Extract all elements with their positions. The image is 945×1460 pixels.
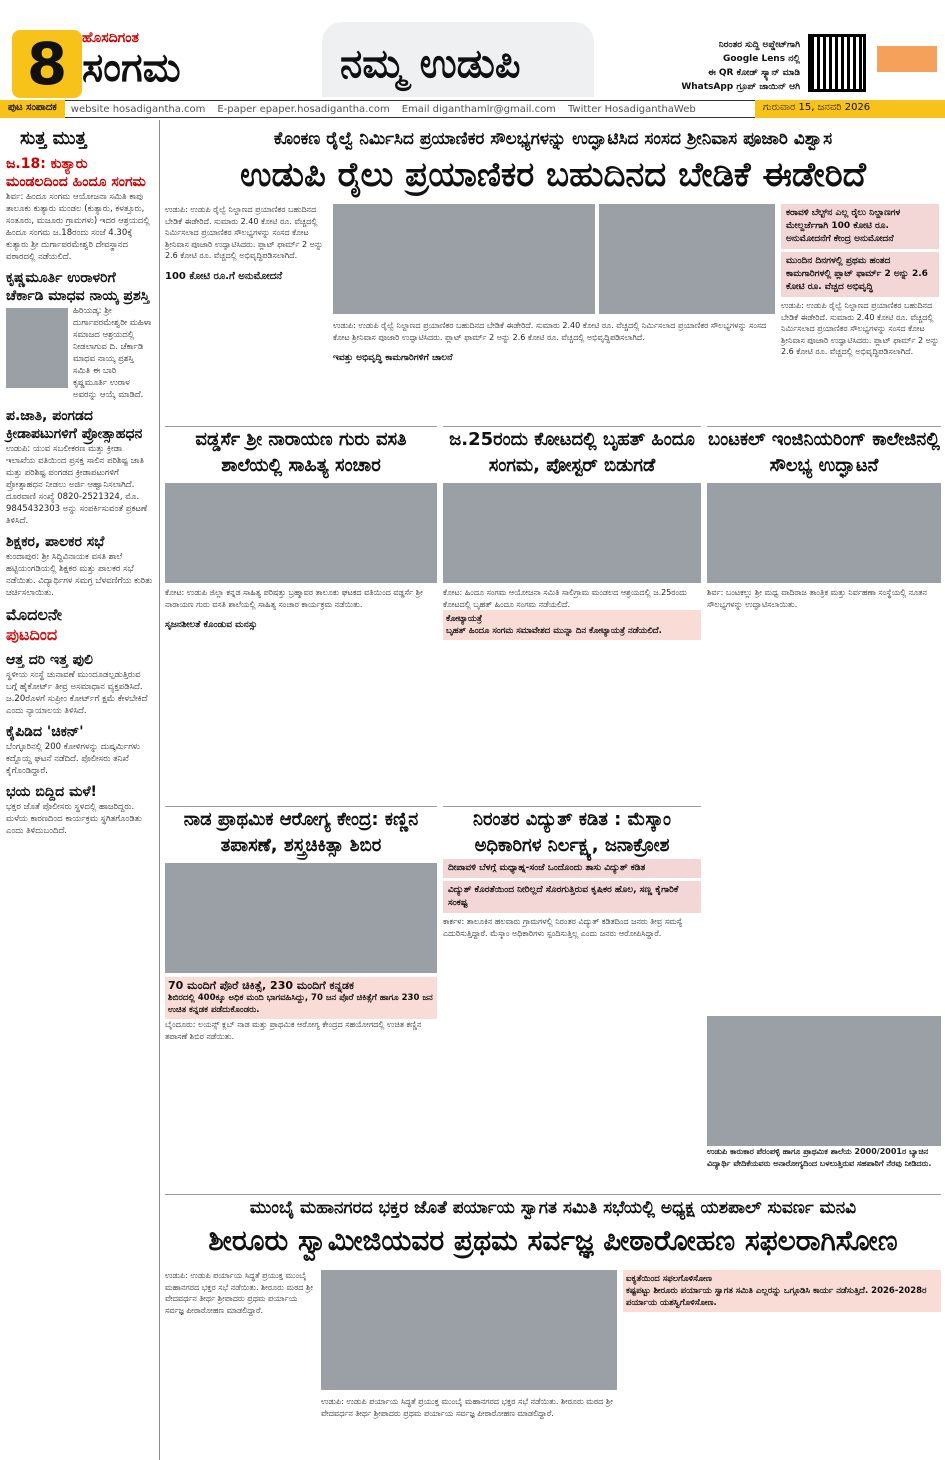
college-photo <box>707 483 941 583</box>
story-body: ಹಿರಿಯಡ್ಕ: ಶ್ರೀ ದುರ್ಗಾಪರಮೇಶ್ವರೀ ಮಹಿಳಾ ಸಮಾಜದ ಆಶ್ರಯದಲ್ಲಿ ನೀಡಲಾಗುವ ದಿ. ಚೆರ್ಕಾಡಿ ಮಾಧವ ನಾಯ್ಕ ಪ್ರಶಸ್ತಿ ಸಮಿತಿ ಈ ಬಾರಿ ಕೃಷ್ಣಮೂರ್ತಿ ಉರಾಳ ಅವರನ್ನು ಆಯ್ಕೆ ಮಾಡಿದೆ. <box>73 306 152 400</box>
story-head: ಶಿಕ್ಷಕರ, ಪಾಲಕರ ಸಭೆ <box>6 534 105 550</box>
epaper-link[interactable]: E-paper epaper.hosadigantha.com <box>217 103 390 115</box>
story-head: ಪ.ಜಾತಿ, ಪಂಗಡದ ಕ್ರೀಡಾಪಟುಗಳಿಗೆ ಪ್ರೋತ್ಸಾಹಧನ <box>6 408 143 442</box>
twitter-link[interactable]: Twitter HosadiganthaWeb <box>567 103 696 115</box>
story-head: ಕೃಷ್ಣಮೂರ್ತಿ ಉರಾಳರಿಗೆ ಚೆರ್ಕಾಡಿ ಮಾಧವ ನಾಯ್ಕ ಪ್ರಶಸ್ತಿ <box>6 270 150 304</box>
story-body: ಉಡುಪಿ: ಯುವ ಸಬಲೀಕರಣ ಮತ್ತು ಕ್ರೀಡಾ ಇಲಾಖೆಯ ವತಿಯಿಂದ ಪ್ರಸಕ್ತ ಸಾಲಿನ ಪರಿಶಿಷ್ಟ ಜಾತಿ ಮತ್ತು ಪರಿಶಿಷ್ಟ ಪಂಗಡದ ಕ್ರೀಡಾಪಟುಗಳಿಗೆ ಪ್ರೋತ್ಸಾಹಧನ ನೀಡಲು ಅರ್ಜಿ ಆಹ್ವಾನಿಸಲಾಗಿದೆ. ದೂರವಾಣಿ ಸಂಖ್ಯೆ 0820-2521324, ಮೊ. 9845432303 ಅನ್ನು ಸಂಪರ್ಕಿಸುವಂತೆ ಪ್ರಕಟಣೆ ತಿಳಿಸಿದೆ. <box>6 444 148 526</box>
story-head: ಬಂಟಕಲ್ ಇಂಜಿನಿಯರಿಂಗ್ ಕಾಲೇಜಿನಲ್ಲಿ ಸೌಲಭ್ಯ ಉದ್ಘಾಟನೆ <box>708 429 940 476</box>
callout-box: ಕೋಟ್ಯಾಯತ್ರೆ ಬೃಹತ್ ಹಿಂದೂ ಸಂಗಮ ಸಮಾವೇಶದ ಮುನ್ನಾ ದಿನ ಕೋಟ್ಯಾಯತ್ರೆ ನಡೆಯಲಿದೆ. <box>443 610 701 640</box>
story-body: ಭಕ್ತರ ಜೊತೆ ಪೊಲೀಸರು ಸ್ಥಳದಲ್ಲಿ ಹಾಜರಿದ್ದರು. ಮಳೆಯ ಕಾರಣದಿಂದ ಕಾರ್ಯಕ್ರಮ ಸ್ಥಗಿತಗೊಂಡಿತು ಎಂದು ತಿಳಿದುಬಂದಿದೆ. <box>6 802 142 836</box>
poster-photo <box>443 483 701 583</box>
callout-box: 70 ಮಂದಿಗೆ ಪೊರೆ ಚಿಕಿತ್ಸೆ, 230 ಮಂದಿಗೆ ಕನ್ನಡಕ ಶಿಬಿರದಲ್ಲಿ 400ಕ್ಕೂ ಅಧಿಕ ಮಂದಿ ಭಾಗವಹಿಸಿದ್ದು, 70 ಜನ ಪೊರೆ ಚಿಕಿತ್ಸೆಗೆ ಹಾಗೂ 230 ಜನ ಉಚಿತ ಕನ್ನಡಕ ಪಡೆದುಕೊಂಡರು. <box>165 977 437 1019</box>
email-link[interactable]: Email diganthamlr@gmail.com <box>401 103 556 115</box>
story-body: ಕುಂದಾಪುರ: ಶ್ರೀ ಸಿದ್ಧಿವಿನಾಯಕ ವಸತಿ ಶಾಲೆ ಹಟ್ಟಿಯಂಗಡಿಯಲ್ಲಿ ಶಿಕ್ಷಕರ ಮತ್ತು ಪಾಲಕರ ಸಭೆ ನಡೆಯಿತು. ವಿದ್ಯಾರ್ಥಿಗಳ ಸಮಗ್ರ ಬೆಳವಣಿಗೆಯ ಕುರಿತು ಚರ್ಚಿಸಲಾಯಿತು. <box>6 552 153 598</box>
story-head: ಆತ್ತ ದರಿ ಇತ್ತ ಪುಲಿ <box>6 652 93 668</box>
subhead: 100 ಕೋಟಿ ರೂ.ಗೆ ಅನುಮೋದನೆ <box>165 270 283 282</box>
highlight-bullet: ದೀಪಾವಳಿ ಬೆಳಗ್ಗೆ ಮಧ್ಯಾಹ್ನ-ಸಂಜೆ ಒಂದೊಂದು ತಾಸು ವಿದ್ಯುತ್ ಕಡಿತ <box>443 859 701 878</box>
meeting-photo <box>321 1270 617 1390</box>
group-photo <box>707 1016 941 1146</box>
side-box: ಐಕ್ಯತೆಯಿಂದ ಸಫಲಗೊಳಿಸೋಣ ಕಷ್ಟಪಟ್ಟು ಶೀರೂರು ಪರ್ಯಾಯ ಸ್ವಾಗತ ಸಮಿತಿ ಎಲ್ಲರನ್ನು ಒಗ್ಗೂಡಿಸಿ ಕಾರ್ಯ ನಡೆಸುತ್ತಿದೆ. 2026-2028ರ ಪರ್ಯಾಯ ಯಶಸ್ವಿಗೊಳಿಸೋಣ. <box>623 1270 941 1312</box>
story-head: ನಾಡ ಪ್ರಾಥಮಿಕ ಆರೋಗ್ಯ ಕೇಂದ್ರ: ಕಣ್ಣಿನ ತಪಾಸಣೆ, ಶಸ್ತ್ರಚಿಕಿತ್ಸಾ ಶಿಬಿರ <box>183 809 419 856</box>
story-head: ಕೈಪಿಡಿದ 'ಚಿಕನ್' <box>6 724 84 740</box>
website-link[interactable]: website hosadigantha.com <box>70 103 206 115</box>
brand-main: ಸಂಗಮ <box>82 44 181 91</box>
story-head: ಜ.25ರಂದು ಕೋಟದಲ್ಲಿ ಬೃಹತ್ ಹಿಂದೂ ಸಂಗಮ, ಪೋಸ್ಟರ್ ಬಿಡುಗಡೆ <box>449 429 695 476</box>
date: ಗುರುವಾರ 15, ಜನವರಿ 2026 <box>755 100 945 118</box>
highlight-bullet: ಮುಂದಿನ ದಿನಗಳಲ್ಲಿ ಪ್ರಥಮ ಹಂತದ ಕಾಮಗಾರಿಗಳಲ್ಲಿ ಪ್ಲಾಟ್ ಫಾರ್ಮ್ 2 ಅನ್ನು 2.6 ಕೋಟಿ ರೂ. ವೆಚ್ಚದ ಅಭಿವೃದ್ಧಿ <box>781 252 939 297</box>
camp-photo <box>165 863 437 973</box>
column-title: ಸುತ್ತ ಮುತ್ತ <box>20 128 87 149</box>
story-body: ಶಿರ್ವ: ಹಿಂದೂ ಸಂಗಮ ಆಯೋಜನಾ ಸಮಿತಿ ಕಾಪು ತಾಲೂಕು ಕುತ್ಯಾರು ಮಂಡಲ (ಕುತ್ಯಾರು, ಕಳತ್ತೂರು, ಸಂತೂರು, ಮಜೂರು ಗ್ರಾಮಗಳು) ಇದರ ಆಶ್ರಯದಲ್ಲಿ ಹಿಂದೂ ಸಂಗಮ ಜ.18ರಂದು ಸಂಜೆ 4.30ಕ್ಕೆ ಕುತ್ಯಾರು ಶ್ರೀ ದುರ್ಗಾಪರಮೇಶ್ವರಿ ದೇವಸ್ಥಾನದ ವಠಾರದಲ್ಲಿ ನಡೆಯಲಿದೆ. <box>6 192 150 262</box>
feature-label-red: ಪುಟದಿಂದ <box>6 625 58 644</box>
top-headline: ಉಡುಪಿ ರೈಲು ಪ್ರಯಾಣಿಕರ ಬಹುದಿನದ ಬೇಡಿಕೆ ಈಡೇರಿದೆ <box>240 155 866 195</box>
page-number: 8 <box>12 30 82 98</box>
corner-accent <box>877 46 937 72</box>
feature-label: ಮೊದಲನೇ <box>6 605 62 624</box>
story-body: ಸ್ಥಳೀಯ ಸಂಸ್ಥೆ ಚುನಾವಣೆ ಮುಂದೂಡಲ್ಪಡುತ್ತಿರುವ ಬಗ್ಗೆ ಹೈಕೋರ್ಟ್ ತೀವ್ರ ಅಸಮಾಧಾನ ವ್ಯಕ್ತಪಡಿಸಿದೆ. ಜ.20ರೊಳಗೆ ಸುಪ್ರೀಂ ಕೋರ್ಟ್‌ಗೆ ಕ್ಷಮೆ ಕೇಳಬೇಕಿದೆ ಎಂದು ನ್ಯಾಯಾಲಯ ತಿಳಿಸಿದೆ. <box>6 670 148 716</box>
story-head: ಭಯ ಬಿದ್ದಿದ ಮಳೆ! <box>6 784 97 800</box>
story-body: ಉಡುಪಿ: ಉಡುಪಿ ರೈಲ್ವೆ ನಿಲ್ದಾಣದ ಪ್ರಯಾಣಿಕರ ಬಹುದಿನದ ಬೇಡಿಕೆ ಈಡೇರಿದೆ. ಸುಮಾರು 2.40 ಕೋಟಿ ರೂ. ವೆಚ್ಚದಲ್ಲಿ ನಿರ್ಮಿಸಲಾದ ಪ್ರಯಾಣಿಕರ ಸೌಲಭ್ಯಗಳನ್ನು ಸಂಸದ ಕೋಟ ಶ್ರೀನಿವಾಸ ಪೂಜಾರಿ ಉದ್ಘಾಟಿಸಿದರು. ಪ್ಲಾಟ್ ಫಾರ್ಮ್ 2 ಅನ್ನು 2.6 ಕೋಟಿ ರೂ. ವೆಚ್ಚದಲ್ಲಿ ಅಭಿವೃದ್ಧಿಪಡಿಸಲಾಗಿದೆ. <box>165 205 324 260</box>
highlight-bullet: ಕರಾವಳಿ ಬೆಲ್ಟ್‌ನ ಎಲ್ಲ ರೈಲು ನಿಲ್ದಾಣಗಳ ಮೇಲ್ದರ್ಜೆಗಾಗಿ 100 ಕೋಟಿ ರೂ. ಅನುಮೋದನೆಗೆ ಕೇಂದ್ರ ಅನುಮೋದನೆ <box>781 204 939 249</box>
local-title: ನಮ್ಮ ಉಡುಪಿ <box>340 40 521 87</box>
event-photo <box>599 204 775 314</box>
top-banner: ಕೊಂಕಣ ರೈಲ್ವೆ ನಿರ್ಮಿಸಿದ ಪ್ರಯಾಣಿಕರ ಸೌಲಭ್ಯಗಳನ್ನು ಉದ್ಘಾಟಿಸಿದ ಸಂಸದ ಶ್ರೀನಿವಾಸ ಪೂಜಾರಿ ವಿಶ್ವಾಸ <box>273 129 833 149</box>
story-head: ವಡ್ಡರ್ಸೆ ಶ್ರೀ ನಾರಾಯಣ ಗುರು ವಸತಿ ಶಾಲೆಯಲ್ಲಿ ಸಾಹಿತ್ಯ ಸಂಚಾರ <box>195 429 407 476</box>
bottom-banner: ಮುಂಬೈ ಮಹಾನಗರದ ಭಕ್ತರ ಜೊತೆ ಪರ್ಯಾಯ ಸ್ವಾಗತ ಸಮಿತಿ ಸಭೆಯಲ್ಲಿ ಅಧ್ಯಕ್ಷ ಯಶಪಾಲ್ ಸುವರ್ಣ ಮನವಿ <box>249 1198 857 1218</box>
story-head: ನಿರಂತರ ವಿದ್ಯುತ್ ಕಡಿತ : ಮೆಸ್ಕಾಂ ಅಧಿಕಾರಿಗಳ ನಿರ್ಲಕ್ಷ್ಯ, ಜನಾಕ್ರೋಶ <box>472 809 672 856</box>
highlight-bullet: ವಿದ್ಯುತ್ ಕೊರತೆಯಿಂದ ನೀರಿಲ್ಲದೆ ಸೊರಗುತ್ತಿರುವ ಕೃಷಿಕರ ಹೊಲ, ಸಣ್ಣ ಕೈಗಾರಿಕೆ ಸಂಕಷ್ಟ <box>443 881 701 913</box>
qr-code-icon[interactable] <box>808 34 866 92</box>
subhead: ಇವತ್ತು ಅಭಿವೃದ್ಧಿ ಕಾಮಗಾರಿಗಳಿಗೆ ಚಾಲನೆ <box>333 353 453 363</box>
brand-top: ಹೊಸದಿಗಂತ <box>82 30 139 46</box>
photo-caption: ಉಡುಪಿ ಕಾರುಕಾರ ಪೆರಂಪಳ್ಳಿ ಹಾಗೂ ಪ್ರಾಥಮಿಕ ಶಾಲೆಯ 2000/2001ರ ಬ್ಯಾಚಿನ ವಿದ್ಯಾರ್ಥಿ ವೇದಿಕೆಯವರು ಅನಾರೋಗ್ಯದಿಂದ ಬಳಲುತ್ತಿರುವ ಸಹಪಾಠಿಗೆ ನೆರವು ನೀಡಿದರು. <box>707 1147 932 1168</box>
masthead <box>0 0 945 100</box>
info-strip: ಪುಟ ಸಂಪಾದಕ website hosadigantha.com E-paper epaper.hosadigantha.com Email diganthamlr@gmail.com Twitter HosadiganthaWeb ಗುರುವಾರ 15, ಜನವರಿ 2026 <box>0 100 945 118</box>
newspaper-page: 8 ಹೊಸದಿಗಂತ ಸಂಗಮ ನಮ್ಮ ಉಡುಪಿ ನಿರಂತರ ಸುದ್ದಿ ಅಪ್ಡೇಟ್‌ಗಾಗಿ Google Lens ನಲ್ಲಿ ಈ QR ಕೋಡ್ ಸ್ಕ್ಯಾನ್ ಮಾಡಿ WhatsApp ಗ್ರೂಪ್ ಜಾಯಿನ್ ಆಗಿ ಪುಟ ಸಂಪಾದಕ website hosadigantha.com E-paper epaper.hosadigantha.com Email diganthamlr@gmail.com Twitter HosadiganthaWeb ಗುರುವಾರ 15, ಜನವರಿ 2026 ಸುತ್ತ ಮುತ್ತ ಜ.18: ಕುತ್ಯಾರು ಮಂಡಲದಿಂದ ಹಿಂದೂ ಸಂಗಮ ಶಿರ್ವ: ಹಿಂದೂ ಸಂಗಮ ಆಯೋಜನಾ ಸಮಿತಿ ಕಾಪು ತಾಲೂಕು ಕುತ್ಯಾರು ಮಂಡಲ (ಕುತ್ಯಾರು, ಕಳತ್ತೂರು, ಸಂತೂರು, ಮಜೂರು ಗ್ರಾಮಗಳು) ಇದರ ಆಶ್ರಯದಲ್ಲಿ ಹಿಂದೂ ಸಂಗಮ ಜ.18ರಂದು ಸಂಜೆ 4.30ಕ್ಕೆ ಕುತ್ಯಾರು ಶ್ರೀ ದುರ್ಗಾಪರಮೇಶ್ವರಿ ದೇವಸ್ಥಾನದ ವಠಾರದಲ್ಲಿ ನಡೆಯಲಿದೆ. ಕೃಷ್ಣಮೂರ್ತಿ ಉರಾಳರಿಗೆ ಚೆರ್ಕಾಡಿ ಮಾಧವ ನಾಯ್ಕ ಪ್ರಶಸ್ತಿ ಹಿರಿಯಡ್ಕ: ಶ್ರೀ ದುರ್ಗಾಪರಮೇಶ್ವರೀ ಮಹಿಳಾ ಸಮಾಜದ ಆಶ್ರಯದಲ್ಲಿ ನೀಡಲಾಗುವ ದಿ. ಚೆರ್ಕಾಡಿ ಮಾಧವ ನಾಯ್ಕ ಪ್ರಶಸ್ತಿ ಸಮಿತಿ ಈ ಬಾರಿ ಕೃಷ್ಣಮೂರ್ತಿ ಉರಾಳ ಅವರನ್ನು ಆಯ್ಕೆ ಮಾಡಿದೆ. ಪ.ಜಾತಿ, ಪಂಗಡದ ಕ್ರೀಡಾಪಟುಗಳಿಗೆ ಪ್ರೋತ್ಸಾಹಧನ ಉಡುಪಿ: ಯುವ ಸಬಲೀಕರಣ ಮತ್ತು ಕ್ರೀಡಾ ಇಲಾಖೆಯ ವತಿಯಿಂದ ಪ್ರಸಕ್ತ ಸಾಲಿನ ಪರಿಶಿಷ್ಟ ಜಾತಿ ಮತ್ತು ಪರಿಶಿಷ್ಟ ಪಂಗಡದ ಕ್ರೀಡಾಪಟುಗಳಿಗೆ ಪ್ರೋತ್ಸಾಹಧನ ನೀಡಲು ಅರ್ಜಿ ಆಹ್ವಾನಿಸಲಾಗಿದೆ. ದೂರವಾಣಿ ಸಂಖ್ಯೆ 0820-2521324, ಮೊ. 9845432303 ಅನ್ನು ಸಂಪರ್ಕಿಸುವಂತೆ ಪ್ರಕಟಣೆ ತಿಳಿಸಿದೆ. ಶಿಕ್ಷಕರ, ಪಾಲಕರ ಸಭೆ ಕುಂದಾಪುರ: ಶ್ರೀ ಸಿದ್ಧಿವಿನಾಯಕ ವಸತಿ ಶಾಲೆ ಹಟ್ಟಿಯಂಗಡಿಯಲ್ಲಿ ಶಿಕ್ಷಕರ ಮತ್ತು ಪಾಲಕರ ಸಭೆ ನಡೆಯಿತು. ವಿದ್ಯಾರ್ಥಿಗಳ ಸಮಗ್ರ ಬೆಳವಣಿಗೆಯ ಕುರಿತು ಚರ್ಚಿಸಲಾಯಿತು. ಮೊದಲನೇ ಪುಟದಿಂದ ಆತ್ತ ದರಿ ಇತ್ತ ಪುಲಿ ಸ್ಥಳೀಯ ಸಂಸ್ಥೆ ಚುನಾವಣೆ ಮುಂದೂಡಲ್ಪಡುತ್ತಿರುವ ಬಗ್ಗೆ ಹೈಕೋರ್ಟ್ ತೀವ್ರ ಅಸಮಾಧಾನ ವ್ಯಕ್ತಪಡಿಸಿದೆ. ಜ.20ರೊಳಗೆ ಸುಪ್ರೀಂ ಕೋರ್ಟ್‌ಗೆ ಕ್ಷಮೆ ಕೇಳಬೇಕಿದೆ ಎಂದು ನ್ಯಾಯಾಲಯ ತಿಳಿಸಿದೆ. ಕೈಪಿಡಿದ 'ಚಿಕನ್' ಬೆಂಗ್ಳೂರಿನಲ್ಲಿ 200 ಕೋಳಿಗಳನ್ನು ದುಷ್ಕರ್ಮಿಗಳು ಕದ್ದೊಯ್ದ ಘಟನೆ ನಡೆದಿದೆ. ಪೊಲೀಸರು ತನಿಖೆ ಕೈಗೊಂಡಿದ್ದಾರೆ. ಭಯ ಬಿದ್ದಿದ ಮಳೆ! ಭಕ್ತರ ಜೊತೆ ಪೊಲೀಸರು ಸ್ಥಳದಲ್ಲಿ ಹಾಜರಿದ್ದರು. ಮಳೆಯ ಕಾರಣದಿಂದ ಕಾರ್ಯಕ್ರಮ ಸ್ಥಗಿತಗೊಂಡಿತು ಎಂದು ತಿಳಿದುಬಂದಿದೆ. ಕೊಂಕಣ ರೈಲ್ವೆ ನಿರ್ಮಿಸಿದ ಪ್ರಯಾಣಿಕರ ಸೌಲಭ್ಯಗಳನ್ನು ಉದ್ಘಾಟಿಸಿದ ಸಂಸದ ಶ್ರೀನಿವಾಸ ಪೂಜಾರಿ ವಿಶ್ವಾಸ ಉಡುಪಿ ರೈಲು ಪ್ರಯಾಣಿಕರ ಬಹುದಿನದ ಬೇಡಿಕೆ ಈಡೇರಿದೆ ಉಡುಪಿ: ಉಡುಪಿ ರೈಲ್ವೆ ನಿಲ್ದಾಣದ ಪ್ರಯಾಣಿಕರ ಬಹುದಿನದ ಬೇಡಿಕೆ ಈಡೇರಿದೆ. ಸುಮಾರು 2.40 ಕೋಟಿ ರೂ. ವೆಚ್ಚದಲ್ಲಿ ನಿರ್ಮಿಸಲಾದ ಪ್ರಯಾಣಿಕರ ಸೌಲಭ್ಯಗಳನ್ನು ಸಂಸದ ಕೋಟ ಶ್ರೀನಿವಾಸ ಪೂಜಾರಿ ಉದ್ಘಾಟಿಸಿದರು. ಪ್ಲಾಟ್ ಫಾರ್ಮ್ 2 ಅನ್ನು 2.6 ಕೋಟಿ ರೂ. ವೆಚ್ಚದಲ್ಲಿ ಅಭಿವೃದ್ಧಿಪಡಿಸಲಾಗಿದೆ. 100 ಕೋಟಿ ರೂ.ಗೆ ಅನುಮೋದನೆ ಉಡುಪಿ: ಉಡುಪಿ ರೈಲ್ವೆ ನಿಲ್ದಾಣದ ಪ್ರಯಾಣಿಕರ ಬಹುದಿನದ ಬೇಡಿಕೆ ಈಡೇರಿದೆ. ಸುಮಾರು 2.40 ಕೋಟಿ ರೂ. ವೆಚ್ಚದಲ್ಲಿ ನಿರ್ಮಿಸಲಾದ ಪ್ರಯಾಣಿಕರ ಸೌಲಭ್ಯಗಳನ್ನು ಸಂಸದ ಕೋಟ ಶ್ರೀನಿವಾಸ ಪೂಜಾರಿ ಉದ್ಘಾಟಿಸಿದರು. ಪ್ಲಾಟ್ ಫಾರ್ಮ್ 2 ಅನ್ನು 2.6 ಕೋಟಿ ರೂ. ವೆಚ್ಚದಲ್ಲಿ ಅಭಿವೃದ್ಧಿಪಡಿಸಲಾಗಿದೆ. ಇವತ್ತು ಅಭಿವೃದ್ಧಿ ಕಾಮಗಾರಿಗಳಿಗೆ ಚಾಲನೆ ಕರಾವಳಿ ಬೆಲ್ಟ್‌ನ ಎಲ್ಲ ರೈಲು ನಿಲ್ದಾಣಗಳ ಮೇಲ್ದರ್ಜೆಗಾಗಿ 100 ಕೋಟಿ ರೂ. ಅನುಮೋದನೆಗೆ ಕೇಂದ್ರ ಅನುಮೋದನೆ ಮುಂದಿನ ದಿನಗಳಲ್ಲಿ ಪ್ರಥಮ ಹಂತದ ಕಾಮಗಾರಿಗಳಲ್ಲಿ ಪ್ಲಾಟ್ ಫಾರ್ಮ್ 2 ಅನ್ನು 2.6 ಕೋಟಿ ರೂ. ವೆಚ್ಚದ ಅಭಿವೃದ್ಧಿ ಉಡುಪಿ: ಉಡುಪಿ ರೈಲ್ವೆ ನಿಲ್ದಾಣದ ಪ್ರಯಾಣಿಕರ ಬಹುದಿನದ ಬೇಡಿಕೆ ಈಡೇರಿದೆ. ಸುಮಾರು 2.40 ಕೋಟಿ ರೂ. ವೆಚ್ಚದಲ್ಲಿ ನಿರ್ಮಿಸಲಾದ ಪ್ರಯಾಣಿಕರ ಸೌಲಭ್ಯಗಳನ್ನು ಸಂಸದ ಕೋಟ ಶ್ರೀನಿವಾಸ ಪೂಜಾರಿ ಉದ್ಘಾಟಿಸಿದರು. ಪ್ಲಾಟ್ ಫಾರ್ಮ್ 2 ಅನ್ನು 2.6 ಕೋಟಿ ರೂ. ವೆಚ್ಚದಲ್ಲಿ ಅಭಿವೃದ್ಧಿಪಡಿಸಲಾಗಿದೆ. ವಡ್ಡರ್ಸೆ ಶ್ರೀ ನಾರಾಯಣ ಗುರು ವಸತಿ ಶಾಲೆಯಲ್ಲಿ ಸಾಹಿತ್ಯ ಸಂಚಾರ ಕೋಟ: ಉಡುಪಿ ಜಿಲ್ಲಾ ಕನ್ನಡ ಸಾಹಿತ್ಯ ಪರಿಷತ್ತು ಬ್ರಹ್ಮಾವರ ತಾಲೂಕು ಘಟಕದ ವತಿಯಿಂದ ವಡ್ಡರ್ಸೆ ಶ್ರೀ ನಾರಾಯಣ ಗುರು ವಸತಿ ಶಾಲೆಯಲ್ಲಿ ಸಾಹಿತ್ಯ ಸಂಚಾರ ಕಾರ್ಯಕ್ರಮ ನಡೆಯಿತು. ಸೃಜನಶೀಲತೆ ಕೊಂಡುವ ಮನಸ್ಸು ಜ.25ರಂದು ಕೋಟದಲ್ಲಿ ಬೃಹತ್ ಹಿಂದೂ ಸಂಗಮ, ಪೋಸ್ಟರ್ ಬಿಡುಗಡೆ ಕೋಟ: ಹಿಂದೂ ಸಂಗಮ ಆಯೋಜನಾ ಸಮಿತಿ ಸಾಲಿಗ್ರಾಮ ಮಂಡಲದ ಆಶ್ರಯದಲ್ಲಿ ಜ.25ರಂದು ಕೋಟದಲ್ಲಿ ಬೃಹತ್ ಹಿಂದೂ ಸಂಗಮ ನಡೆಯಲಿದೆ. ಕೋಟ್ಯಾಯತ್ರೆ ಬೃಹತ್ ಹಿಂದೂ ಸಂಗಮ ಸಮಾವೇಶದ ಮುನ್ನಾ ದಿನ ಕೋಟ್ಯಾಯತ್ರೆ ನಡೆಯಲಿದೆ. ಬಂಟಕಲ್ ಇಂಜಿನಿಯರಿಂಗ್ ಕಾಲೇಜಿನಲ್ಲಿ ಸೌಲಭ್ಯ ಉದ್ಘಾಟನೆ ಶಿರ್ವ: ಬಂಟಕಲ್ಲು ಶ್ರೀ ಮಧ್ವ ವಾದಿರಾಜ ತಾಂತ್ರಿಕ ಮತ್ತು ನಿರ್ವಹಣಾ ಸಂಸ್ಥೆಯಲ್ಲಿ ನೂತನ ಸೌಲಭ್ಯಗಳನ್ನು ಉದ್ಘಾಟಿಸಲಾಯಿತು. ನಾಡ ಪ್ರಾಥಮಿಕ ಆರೋಗ್ಯ ಕೇಂದ್ರ: ಕಣ್ಣಿನ ತಪಾಸಣೆ, ಶಸ್ತ್ರಚಿಕಿತ್ಸಾ ಶಿಬಿರ 70 ಮಂದಿಗೆ ಪೊರೆ ಚಿಕಿತ್ಸೆ, 230 ಮಂದಿಗೆ ಕನ್ನಡಕ ಶಿಬಿರದಲ್ಲಿ 400ಕ್ಕೂ ಅಧಿಕ ಮಂದಿ ಭಾಗವಹಿಸಿದ್ದು, 70 ಜನ ಪೊರೆ ಚಿಕಿತ್ಸೆಗೆ ಹಾಗೂ 230 ಜನ ಉಚಿತ ಕನ್ನಡಕ ಪಡೆದುಕೊಂಡರು. ಬೈಂದೂರು: ಲಯನ್ಸ್ ಕ್ಲಬ್ ನಾಡ ಮತ್ತು ಪ್ರಾಥಮಿಕ ಆರೋಗ್ಯ ಕೇಂದ್ರದ ಸಹಯೋಗದಲ್ಲಿ ಉಚಿತ ಕಣ್ಣಿನ ತಪಾಸಣೆ ಶಿಬಿರ ನಡೆಯಿತು. ನಿರಂತರ ವಿದ್ಯುತ್ ಕಡಿತ : ಮೆಸ್ಕಾಂ ಅಧಿಕಾರಿಗಳ ನಿರ್ಲಕ್ಷ್ಯ, ಜನಾಕ್ರೋಶ ದೀಪಾವಳಿ ಬೆಳಗ್ಗೆ ಮಧ್ಯಾಹ್ನ-ಸಂಜೆ ಒಂದೊಂದು ತಾಸು ವಿದ್ಯುತ್ ಕಡಿತ ವಿದ್ಯುತ್ ಕೊರತೆಯಿಂದ ನೀರಿಲ್ಲದೆ ಸೊರಗುತ್ತಿರುವ ಕೃಷಿಕರ ಹೊಲ, ಸಣ್ಣ ಕೈಗಾರಿಕೆ ಸಂಕಷ್ಟ ಕಾರ್ಕಳ: ತಾಲೂಕಿನ ಹಲವಾರು ಗ್ರಾಮಗಳಲ್ಲಿ ನಿರಂತರ ವಿದ್ಯುತ್ ಕಡಿತದಿಂದ ಜನರು ತೀವ್ರ ಸಮಸ್ಯೆ ಎದುರಿಸುತ್ತಿದ್ದಾರೆ. ಮೆಸ್ಕಾಂ ಅಧಿಕಾರಿಗಳು ಸ್ಪಂದಿಸುತ್ತಿಲ್ಲ ಎಂದು ಜನರು ಆರೋಪಿಸಿದ್ದಾರೆ. ಉಡುಪಿ ಕಾರುಕಾರ ಪೆರಂಪಳ್ಳಿ ಹಾಗೂ ಪ್ರಾಥಮಿಕ ಶಾಲೆಯ 2000/2001ರ ಬ್ಯಾಚಿನ ವಿದ್ಯಾರ್ಥಿ ವೇದಿಕೆಯವರು ಅನಾರೋಗ್ಯದಿಂದ ಬಳಲುತ್ತಿರುವ ಸಹಪಾಠಿಗೆ ನೆರವು ನೀಡಿದರು. ಮುಂಬೈ ಮಹಾನಗರದ ಭಕ್ತರ ಜೊತೆ ಪರ್ಯಾಯ ಸ್ವಾಗತ ಸಮಿತಿ ಸಭೆಯಲ್ಲಿ ಅಧ್ಯಕ್ಷ ಯಶಪಾಲ್ ಸುವರ್ಣ ಮನವಿ ಶೀರೂರು ಸ್ವಾಮೀಜಿಯವರ ಪ್ರಥಮ ಸರ್ವಜ್ಞ ಪೀಠಾರೋಹಣ ಸಫಲರಾಗಿಸೋಣ ಉಡುಪಿ: ಉಡುಪಿ ಪರ್ಯಾಯ ಸಿದ್ಧತೆ ಪ್ರಯುಕ್ತ ಮುಂಬೈ ಮಹಾನಗರದ ಭಕ್ತರ ಸಭೆ ನಡೆಯಿತು. ಶೀರೂರು ಮಠದ ಶ್ರೀ ವೇದವರ್ಧನ ತೀರ್ಥ ಶ್ರೀಪಾದರು ಪ್ರಥಮ ಪರ್ಯಾಯ ಸರ್ವಜ್ಞ ಪೀಠಾರೋಹಣ ಮಾಡಲಿದ್ದಾರೆ. ಉಡುಪಿ: ಉಡುಪಿ ಪರ್ಯಾಯ ಸಿದ್ಧತೆ ಪ್ರಯುಕ್ತ ಮುಂಬೈ ಮಹಾನಗರದ ಭಕ್ತರ ಸಭೆ ನಡೆಯಿತು. ಶೀರೂರು ಮಠದ ಶ್ರೀ ವೇದವರ್ಧನ ತೀರ್ಥ ಶ್ರೀಪಾದರು ಪ್ರಥಮ ಪರ್ಯಾಯ ಸರ್ವಜ್ಞ ಪೀಠಾರೋಹಣ ಮಾಡಲಿದ್ದಾರೆ. ಐಕ್ಯತೆಯಿಂದ ಸಫಲಗೊಳಿಸೋಣ ಕಷ್ಟಪಟ್ಟು ಶೀರೂರು ಪರ್ಯಾಯ ಸ್ವಾಗತ ಸಮಿತಿ ಎಲ್ಲರನ್ನು ಒಗ್ಗೂಡಿಸಿ ಕಾರ್ಯ ನಡೆಸುತ್ತಿದೆ. 2026-2028ರ ಪರ್ಯಾಯ ಯಶಸ್ವಿಗೊಳಿಸೋಣ. <box>0 0 945 1460</box>
left-column <box>0 120 160 1460</box>
event-photo <box>333 204 595 314</box>
story-head: ಜ.18: ಕುತ್ಯಾರು ಮಂಡಲದಿಂದ ಹಿಂದೂ ಸಂಗಮ <box>6 156 146 190</box>
story-body: ಬೆಂಗ್ಳೂರಿನಲ್ಲಿ 200 ಕೋಳಿಗಳನ್ನು ದುಷ್ಕರ್ಮಿಗಳು ಕದ್ದೊಯ್ದ ಘಟನೆ ನಡೆದಿದೆ. ಪೊಲೀಸರು ತನಿಖೆ ಕೈಗೊಂಡಿದ್ದಾರೆ. <box>6 742 141 776</box>
qr-text: ನಿರಂತರ ಸುದ್ದಿ ಅಪ್ಡೇಟ್‌ಗಾಗಿ Google Lens ನಲ್ಲಿ ಈ QR ಕೋಡ್ ಸ್ಕ್ಯಾನ್ ಮಾಡಿ WhatsApp ಗ್ರೂಪ್ ಜಾಯಿನ್ ಆಗಿ <box>681 40 800 92</box>
portrait-photo <box>6 308 68 388</box>
bottom-headline: ಶೀರೂರು ಸ್ವಾಮೀಜಿಯವರ ಪ್ರಥಮ ಸರ್ವಜ್ಞ ಪೀಠಾರೋಹಣ ಸಫಲರಾಗಿಸೋಣ <box>208 1224 898 1257</box>
school-photo <box>165 483 437 583</box>
